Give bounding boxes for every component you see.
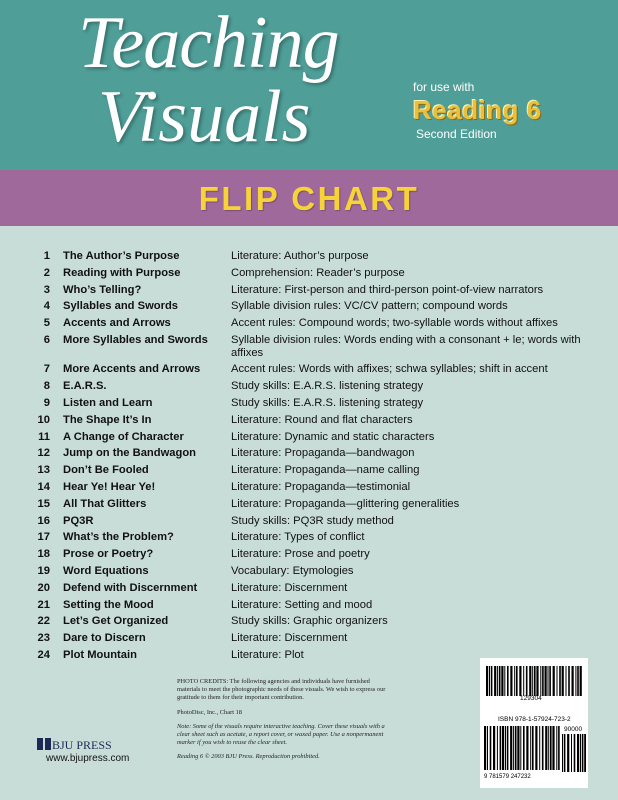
copyright-line: Reading 6 © 2003 BJU Press. Reproduction prohibited. [177,753,320,761]
chart-title: All That Glitters [63,497,147,510]
chart-row [0,565,618,582]
barcode-bar [487,726,488,770]
chart-description: Literature: Plot [231,649,304,662]
chart-title: Word Equations [63,565,149,578]
barcode-bar [500,726,502,770]
chart-title: Jump on the Bandwagon [63,447,197,460]
chart-title: Prose or Poetry? [63,548,154,561]
barcode-bar [549,666,551,696]
ean-text: 9 781579 247232 [484,774,531,780]
item-barcode-bars [486,666,582,696]
barcode-bar [580,734,581,772]
chart-description: Comprehension: Reader’s purpose [231,266,405,279]
barcode-bar [548,666,549,696]
barcode-bar [489,666,490,696]
chart-row [0,599,618,616]
chart-title: Reading with Purpose [63,266,181,279]
barcode-bar [542,666,544,696]
barcode-bar [535,726,537,770]
barcode-bar [510,666,512,696]
barcode-bar [517,726,519,770]
chart-description: Study skills: PQ3R study method [231,514,394,527]
barcode-bar [584,734,586,772]
chart-list [0,250,618,666]
barcode-bar [572,666,574,696]
chart-description: Syllable division rules: VC/CV pattern; compound words [231,300,508,313]
barcode-bar [582,734,584,772]
flip-chart-label: FLIP CHART [198,180,420,217]
edition-label: Second Edition [416,127,497,141]
chart-description: Literature: Types of conflict [231,531,365,544]
chart-description: Study skills: E.A.R.S. listening strategy [231,380,424,393]
barcode-bar [539,726,540,770]
barcode-bar [568,666,570,696]
isbn-barcode-bars [484,726,560,770]
chart-description: Literature: Discernment [231,632,348,645]
barcode-bar [513,726,514,770]
chart-description: Literature: Discernment [231,581,348,594]
chart-title: Who’s Telling? [63,283,142,296]
chart-title: Listen and Learn [63,397,153,410]
chart-number: 21 [37,598,50,611]
interactive-note: Note: Some of the visuals require interactive teaching. Cover these visuals with a clear sheet such as acetate, a report cover, or waxed paper. Use a nonpermanent marker if you wish to reuse the clear sheet. [177,722,385,747]
chart-row [0,414,618,431]
chart-row [0,363,618,380]
chart-number: 23 [37,632,50,645]
chart-row [0,380,618,397]
chart-number: 17 [37,531,50,544]
chart-number: 14 [37,481,50,494]
barcode-bar [501,666,503,696]
chart-row [0,548,618,565]
chart-row [0,317,618,334]
chart-number: 8 [43,380,50,393]
barcode-bar [577,666,579,696]
barcode-bar [507,666,509,696]
chart-title: Setting the Mood [63,598,154,611]
barcode-bar [490,726,492,770]
barcode-bar [505,726,506,770]
price-code-text: 90000 [564,726,583,733]
chart-description: Syllable division rules: Words ending with a consonant + le; words with affixes [231,333,581,360]
photo-credits-block [177,678,387,768]
barcode-bar [529,666,531,696]
barcode-bar [552,726,554,770]
barcode-bar [559,666,561,696]
barcode-bar [542,726,544,770]
barcode-bar [550,726,552,770]
chart-title: E.A.R.S. [63,380,107,393]
chart-row [0,515,618,532]
chart-title: Let’s Get Organized [63,615,169,628]
chart-title: More Accents and Arrows [63,363,201,376]
chart-number: 6 [43,333,50,346]
reading-logo-text: Reading 6 [413,95,542,125]
barcode-bar [516,666,518,696]
photodisc-credit: PhotoDisc, Inc., Chart 18 [177,708,242,716]
barcode-bar [514,666,515,696]
chart-number: 1 [43,250,50,262]
chart-number: 19 [37,565,50,578]
barcode-bar [567,734,569,772]
chart-title: The Shape It’s In [63,413,152,426]
chart-number: 22 [37,615,50,628]
barcode-bar [566,666,567,696]
barcode-bar [526,666,528,696]
chart-description: Literature: First-person and third-person point-of-view narrators [231,283,544,296]
barcode-bar [491,666,493,696]
chart-description: Vocabulary: Etymologies [231,565,354,578]
title-line-2: Visuals [98,76,311,158]
chart-number: 9 [43,397,50,410]
barcode-bar [562,666,564,696]
barcode-bar [494,666,496,696]
barcode-bar [499,666,501,696]
chart-row [0,464,618,481]
barcode-bar [562,734,563,772]
barcode-bar [526,726,528,770]
barcode-bar [548,726,549,770]
barcode-bar [515,726,517,770]
chart-row [0,397,618,414]
barcode-bar [486,666,488,696]
chart-number: 4 [43,300,50,313]
chart-title: Accents and Arrows [63,317,171,330]
chart-row [0,615,618,632]
chart-description: Literature: Propaganda—name calling [231,464,420,477]
chart-row [0,447,618,464]
barcode-bar [540,666,541,696]
chart-title: The Author’s Purpose [63,250,180,262]
chart-description: Study skills: E.A.R.S. listening strategy [231,397,424,410]
chart-title: A Change of Character [63,430,184,443]
chart-number: 2 [43,266,50,279]
publisher-url[interactable]: www.bjupress.com [46,753,130,764]
barcode-bar [493,726,495,770]
barcode-bar [530,726,531,770]
barcode-bar [504,666,505,696]
chart-number: 13 [37,464,50,477]
barcode-bar [553,666,555,696]
chart-row [0,250,618,267]
barcode-bar [536,666,538,696]
barcode-bar [523,726,525,770]
chart-number: 15 [37,497,50,510]
chart-row [0,267,618,284]
chart-number: 12 [37,447,50,460]
chart-number: 5 [43,317,50,330]
chart-row [0,334,618,364]
barcode-bar [502,726,504,770]
barcode-bar [532,666,533,696]
chart-number: 20 [37,581,50,594]
barcode-bar [574,734,576,772]
barcode-bar [532,726,534,770]
chart-number: 10 [37,413,50,426]
barcode-bar [519,666,521,696]
chart-description: Literature: Dynamic and static characters [231,430,435,443]
barcode-bar [577,734,579,772]
barcode-bar [520,726,521,770]
barcode-bar [545,726,547,770]
chart-title: PQ3R [63,514,94,527]
chart-row [0,481,618,498]
barcode-bar [497,666,498,696]
price-barcode-bars [562,734,586,772]
chart-number: 18 [37,548,50,561]
chart-title: More Syllables and Swords [63,333,208,346]
chart-row [0,284,618,301]
barcode-bar [557,666,558,696]
chart-title: Syllables and Swords [63,300,179,313]
title-line-1: Teaching [78,2,339,84]
barcode-bar [556,726,557,770]
chart-row [0,582,618,599]
chart-description: Literature: Propaganda—glittering generalities [231,497,460,510]
isbn-text: ISBN 978-1-57924-723-2 [498,716,571,723]
item-number-text: 129304 [520,695,542,702]
chart-title: Defend with Discernment [63,581,198,594]
barcode-bar [580,666,582,696]
barcode-bar [571,734,572,772]
chart-description: Accent rules: Compound words; two-syllable words without affixes [231,317,558,330]
chart-row [0,498,618,515]
for-use-with-label: for use with [413,80,475,94]
chart-number: 7 [43,363,50,376]
chart-number: 16 [37,514,50,527]
barcode-bar [545,666,547,696]
chart-title: Plot Mountain [63,649,137,662]
chart-title: What’s the Problem? [63,531,174,544]
chart-description: Study skills: Graphic organizers [231,615,388,628]
barcode-bar [534,666,536,696]
isbn-barcode [480,712,588,788]
chart-row [0,431,618,448]
barcode-bar [523,666,524,696]
barcode-bar [484,726,486,770]
chart-title: Don’t Be Fooled [63,464,149,477]
barcode-bar [558,726,560,770]
barcode-bar [575,666,576,696]
barcode-bar [564,734,566,772]
chart-description: Literature: Setting and mood [231,598,373,611]
chart-title: Dare to Discern [63,632,146,645]
photo-credits-text: PHOTO CREDITS: The following agencies and individuals have furnished materials to meet the photographic needs of these visuals. We wish to express our gratitude to them for their important contribution. [177,678,386,702]
chart-description: Literature: Prose and poetry [231,548,370,561]
publisher-name: BJU PRESS [52,738,112,752]
chart-row [0,632,618,649]
bju-press-logo-icon [36,736,52,752]
barcode-bar [510,726,512,770]
chart-description: Literature: Propaganda—bandwagon [231,447,415,460]
chart-number: 3 [43,283,50,296]
chart-description: Literature: Author’s purpose [231,250,369,262]
chart-description: Literature: Propaganda—testimonial [231,481,411,494]
chart-row [0,531,618,548]
chart-title: Hear Ye! Hear Ye! [63,481,156,494]
chart-number: 11 [38,430,50,443]
barcode-bar [497,726,498,770]
chart-description: Accent rules: Words with affixes; schwa syllables; shift in accent [231,363,548,376]
chart-number: 24 [37,649,50,662]
chart-description: Literature: Round and flat characters [231,413,413,426]
barcode-bar [507,726,509,770]
chart-row [0,300,618,317]
